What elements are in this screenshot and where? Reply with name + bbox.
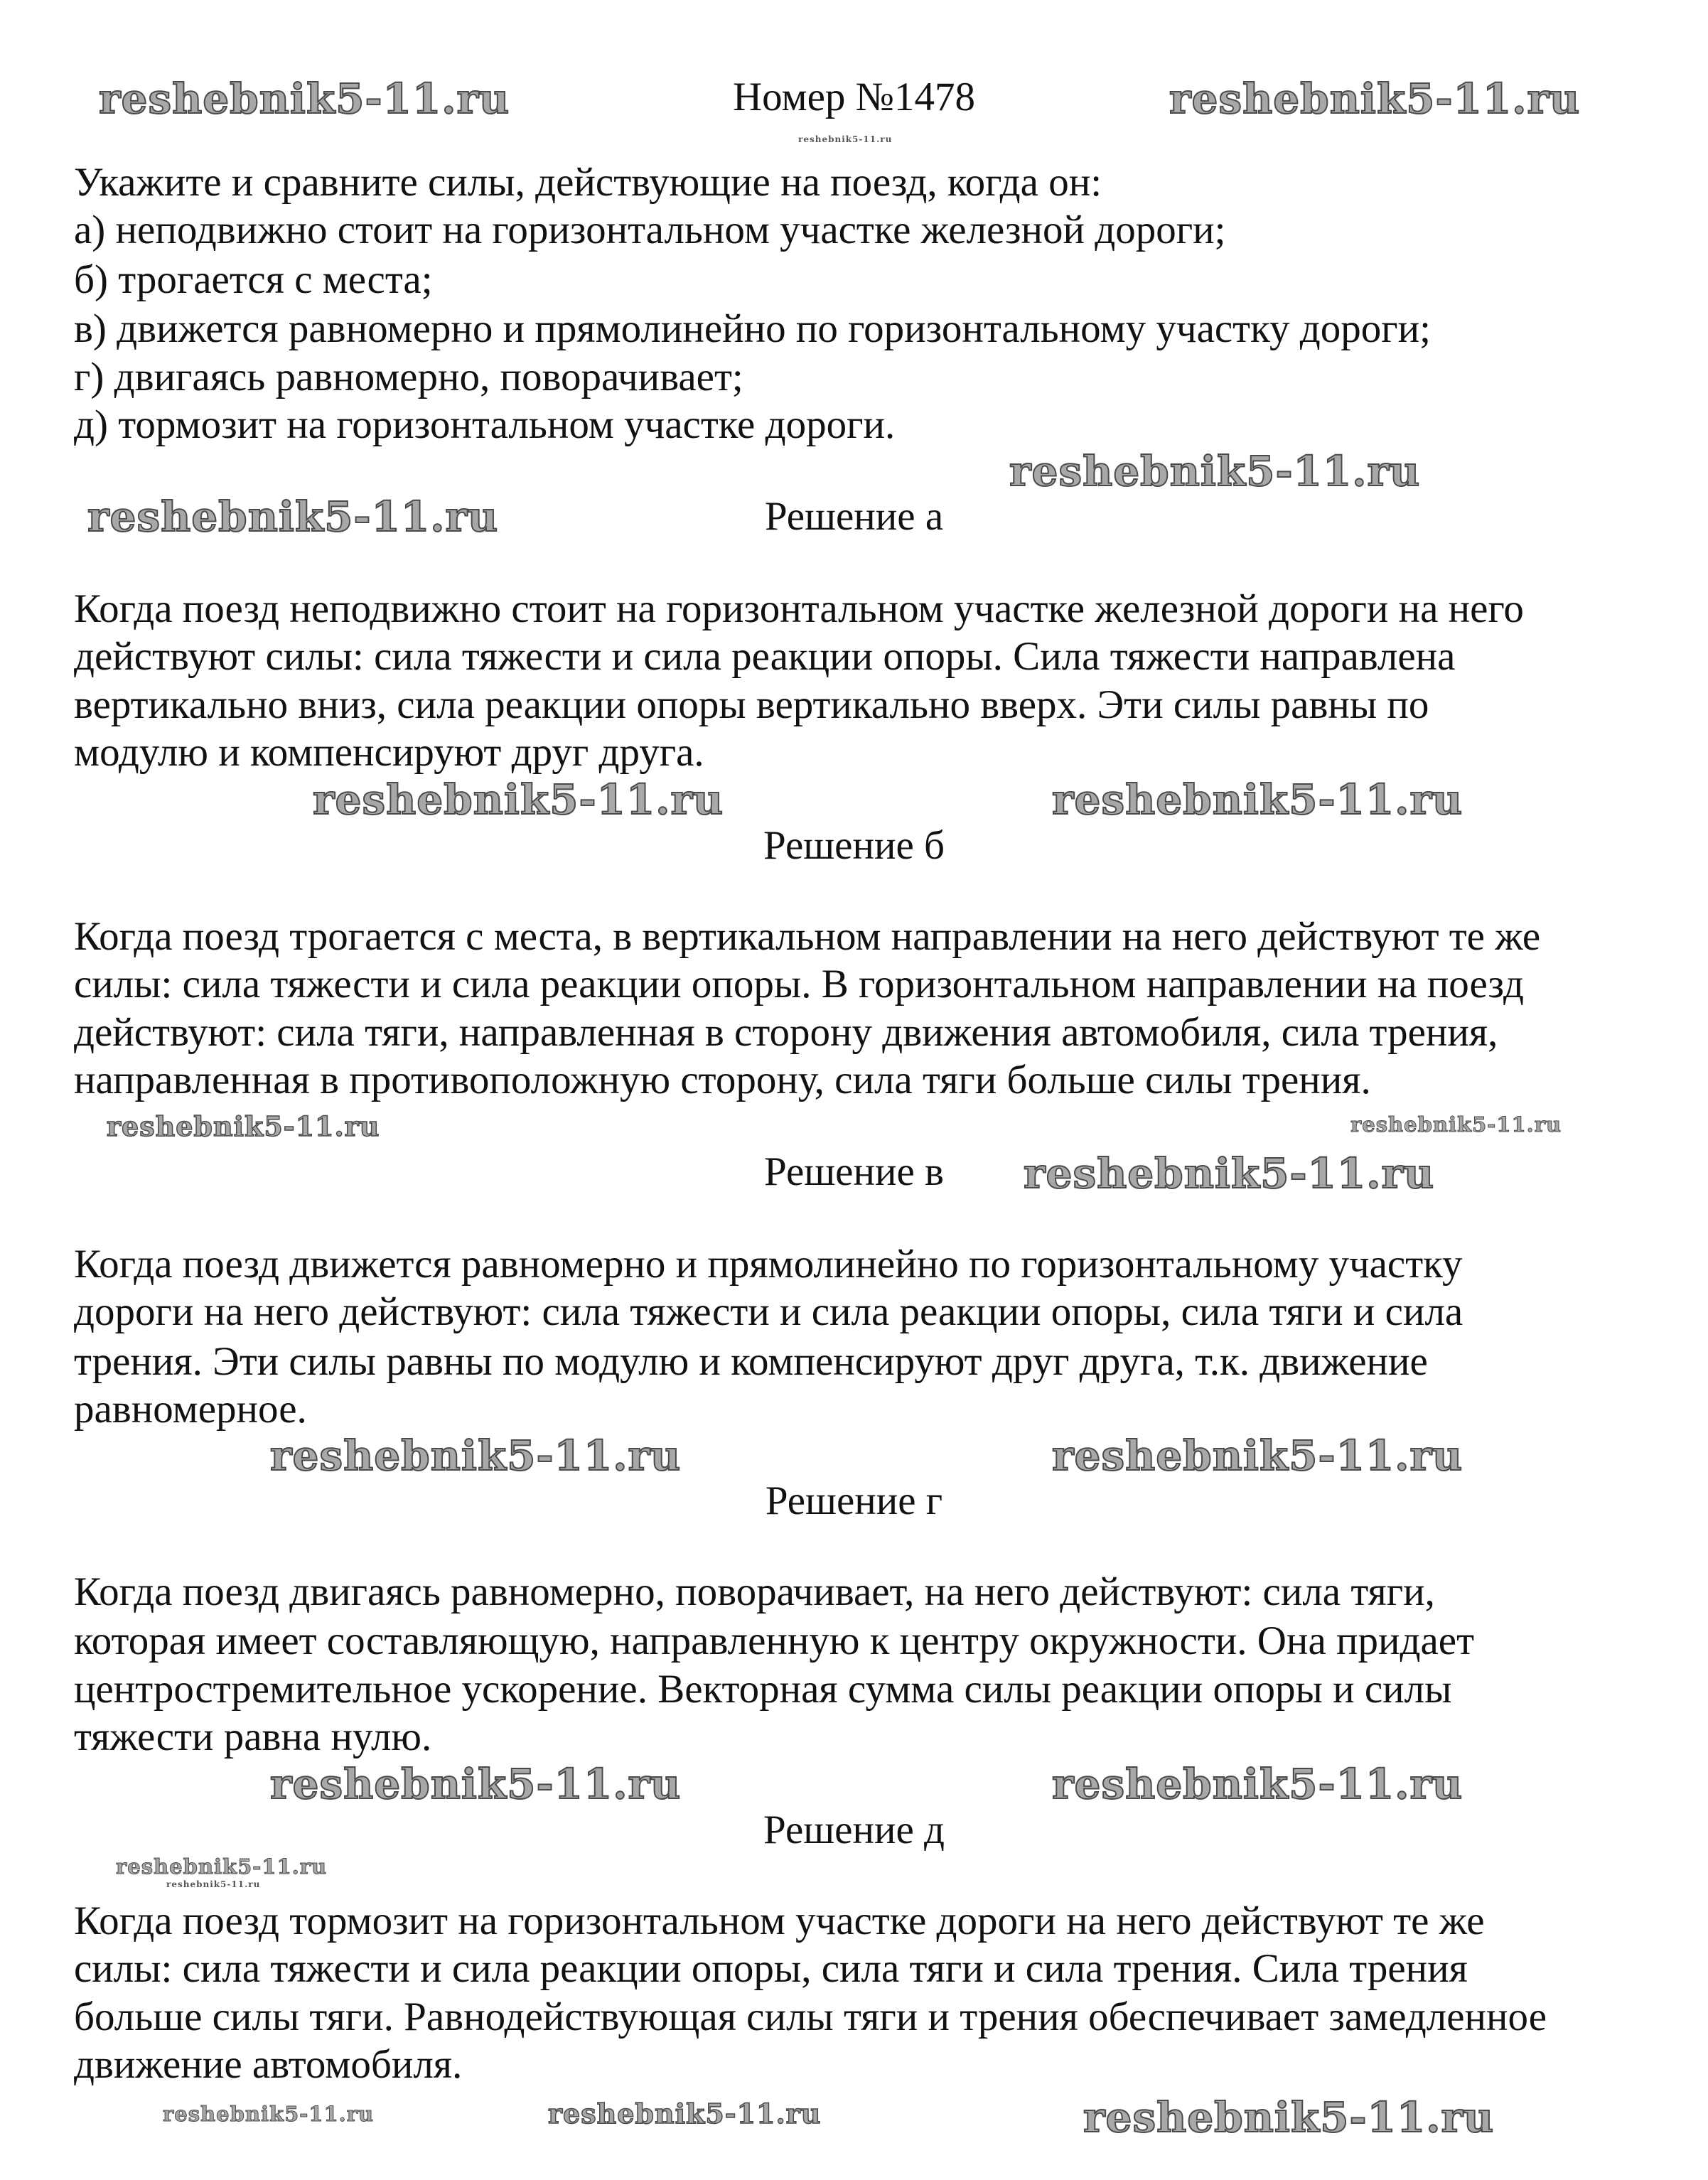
task-item-v: в) движется равномерно и прямолинейно по горизонтальному участку дороги; xyxy=(74,306,1431,351)
watermark: reshebnik5-11.ru xyxy=(1052,1760,1463,1808)
solution-text: дороги на него действуют: сила тяжести и сила реакции опоры, сила тяги и сила xyxy=(74,1289,1463,1334)
watermark: reshebnik5-11.ru xyxy=(1052,1432,1463,1480)
watermark: reshebnik5-11.ru xyxy=(116,1854,328,1879)
watermark: reshebnik5-11.ru xyxy=(166,1879,261,1889)
watermark: reshebnik5-11.ru xyxy=(798,134,893,144)
solution-text: Когда поезд неподвижно стоит на горизонтальном участке железной дороги на него xyxy=(74,586,1524,631)
watermark: reshebnik5-11.ru xyxy=(1350,1112,1562,1137)
watermark: reshebnik5-11.ru xyxy=(87,493,499,541)
watermark: reshebnik5-11.ru xyxy=(548,2098,822,2130)
solution-text: силы: сила тяжести и сила реакции опоры. В горизонтальном направлении на поезд xyxy=(74,962,1524,1006)
solution-text: равномерное. xyxy=(74,1387,307,1432)
solution-text: действуют силы: сила тяжести и сила реакции опоры. Сила тяжести направлена xyxy=(74,634,1456,679)
watermark: reshebnik5-11.ru xyxy=(313,775,724,824)
watermark: reshebnik5-11.ru xyxy=(1052,775,1463,824)
solution-heading: Решение г xyxy=(765,1478,943,1523)
solution-text: Когда поезд трогается с места, в вертикальном направлении на него действуют те же xyxy=(74,914,1541,959)
solution-text: которая имеет составляющую, направленную к центру окружности. Она придает xyxy=(74,1618,1475,1663)
solution-text: модулю и компенсируют друг друга. xyxy=(74,730,704,775)
solution-text: вертикально вниз, сила реакции опоры вертикально вверх. Эти силы равны по xyxy=(74,682,1429,727)
solution-heading: Решение в xyxy=(764,1149,944,1194)
watermark: reshebnik5-11.ru xyxy=(99,75,510,123)
task-item-b: б) трогается с места; xyxy=(74,257,433,302)
solution-text: направленная в противоположную сторону, сила тяги больше силы трения. xyxy=(74,1058,1371,1102)
solution-text: Когда поезд двигаясь равномерно, поворачивает, на него действуют: сила тяги, xyxy=(74,1569,1435,1614)
task-intro: Укажите и сравните силы, действующие на поезд, когда он: xyxy=(74,160,1102,205)
task-item-d: д) тормозит на горизонтальном участке дороги. xyxy=(74,402,896,447)
solution-heading: Решение д xyxy=(763,1808,945,1852)
solution-text: движение автомобиля. xyxy=(74,2042,463,2087)
watermark: reshebnik5-11.ru xyxy=(1083,2093,1495,2142)
solution-text: действуют: сила тяги, направленная в сторону движения автомобиля, сила трения, xyxy=(74,1010,1498,1055)
solution-text: Когда поезд движется равномерно и прямолинейно по горизонтальному участку xyxy=(74,1242,1463,1287)
task-item-g: г) двигаясь равномерно, поворачивает; xyxy=(74,355,743,399)
watermark: reshebnik5-11.ru xyxy=(107,1110,380,1142)
watermark: reshebnik5-11.ru xyxy=(1009,447,1421,495)
solution-text: трения. Эти силы равны по модулю и компенсируют друг друга, т.к. движение xyxy=(74,1339,1428,1384)
solution-text: Когда поезд тормозит на горизонтальном участке дороги на него действуют те же xyxy=(74,1899,1485,1943)
solution-heading: Решение б xyxy=(763,823,945,868)
watermark: reshebnik5-11.ru xyxy=(163,2102,375,2126)
page-title: Номер №1478 xyxy=(732,75,976,119)
solution-text: центростремительное ускорение. Векторная сумма силы реакции опоры и силы xyxy=(74,1667,1452,1712)
watermark: reshebnik5-11.ru xyxy=(270,1760,682,1808)
solution-text: силы: сила тяжести и сила реакции опоры, сила тяги и сила трения. Сила трения xyxy=(74,1946,1468,1991)
watermark: reshebnik5-11.ru xyxy=(270,1432,682,1480)
solution-heading: Решение а xyxy=(764,494,944,539)
solution-text: тяжести равна нулю. xyxy=(74,1714,432,1759)
watermark: reshebnik5-11.ru xyxy=(1169,75,1581,123)
solution-text: больше силы тяги. Равнодействующая силы тяги и трения обеспечивает замедленное xyxy=(74,1994,1547,2039)
task-item-a: а) неподвижно стоит на горизонтальном участке железной дороги; xyxy=(74,208,1226,252)
watermark: reshebnik5-11.ru xyxy=(1024,1149,1435,1198)
